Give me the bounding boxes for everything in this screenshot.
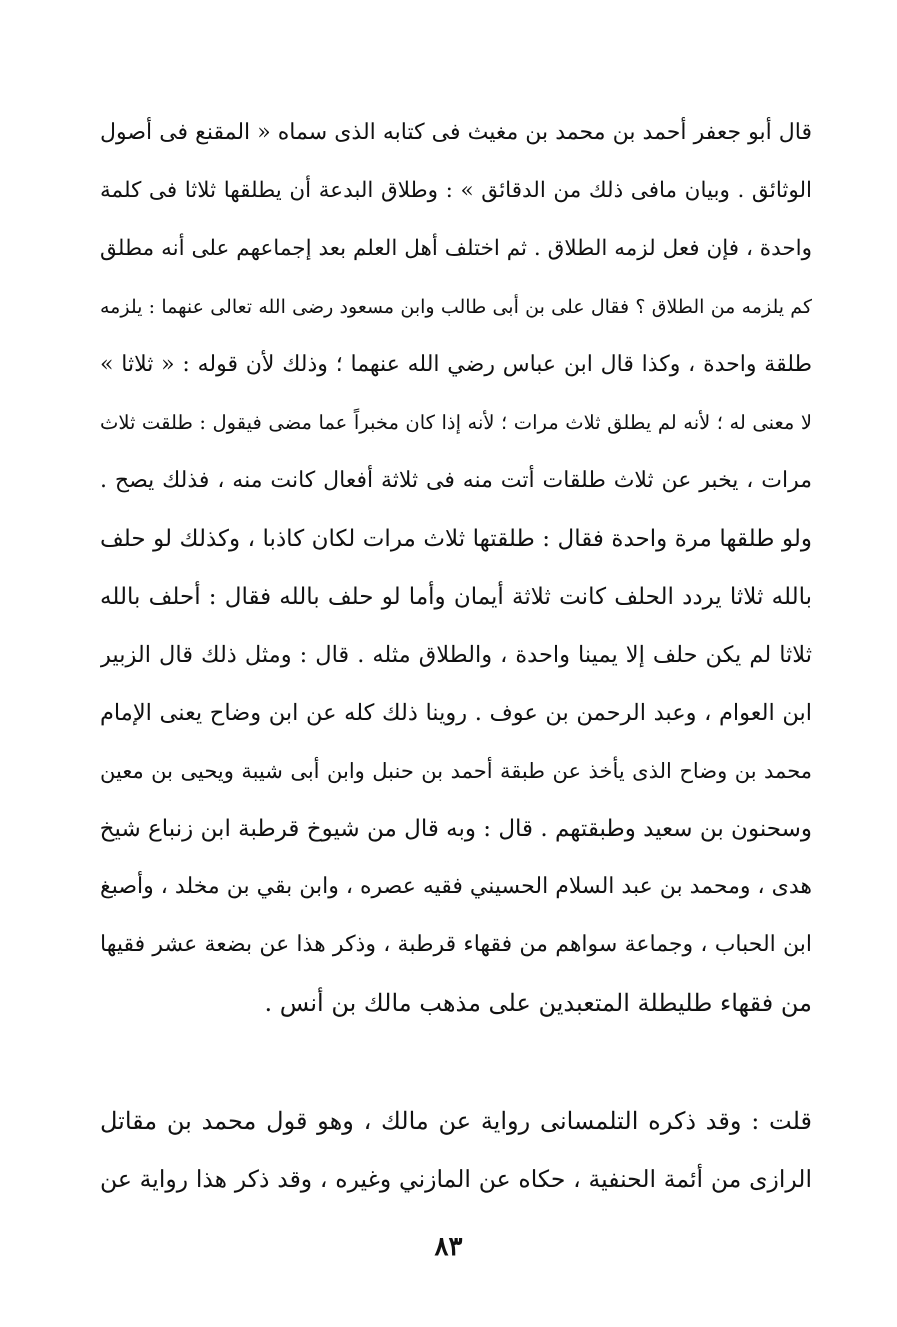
text-line: واحدة ، فإن فعل لزمه الطلاق . ثم اختلف أهل العلم بعد إجماعهم على أنه مطلق: [100, 236, 812, 261]
text-line: وسحنون بن سعيد وطبقتهم . قال : وبه قال من شيوخ قرطبة ابن زنباع شيخ: [100, 816, 812, 842]
text-line: طلقة واحدة ، وكذا قال ابن عباس رضي الله عنهما ؛ وذلك لأن قوله : « ثلاثا »: [100, 352, 812, 377]
text-line: قال أبو جعفر أحمد بن محمد بن مغيث فى كتابه الذى سماه « المقنع فى أصول: [100, 120, 812, 145]
text-line: بالله ثلاثا يردد الحلف كانت ثلاثة أيمان وأما لو حلف بالله فقال : أحلف بالله: [100, 584, 812, 610]
text-line: ثلاثا لم يكن حلف إلا يمينا واحدة ، والطلاق مثله . قال : ومثل ذلك قال الزبير: [100, 642, 812, 668]
text-line: كم يلزمه من الطلاق ؟ فقال على بن أبى طالب وابن مسعود رضى الله تعالى عنهما : يلزمه: [100, 296, 812, 318]
text-line: الرازى من أئمة الحنفية ، حكاه عن المازني وغيره ، وقد ذكر هذا رواية عن: [100, 1165, 812, 1193]
text-line: قلت : وقد ذكره التلمسانى رواية عن مالك ، وهو قول محمد بن مقاتل: [100, 1107, 812, 1135]
paragraph-2: [100, 1092, 812, 1208]
text-line: من فقهاء طليطلة المتعبدين على مذهب مالك بن أنس .: [264, 989, 812, 1017]
text-line: الوثائق . وبيان مافى ذلك من الدقائق » : وطلاق البدعة أن يطلقها ثلاثا فى كلمة: [100, 178, 812, 203]
text-line: ابن العوام ، وعبد الرحمن بن عوف . روينا ذلك كله عن ابن وضاح يعنى الإمام: [100, 700, 812, 726]
text-line: ابن الحباب ، وجماعة سواهم من فقهاء قرطبة ، وذكر هذا عن بضعة عشر فقيها: [100, 932, 812, 957]
text-line: لا معنى له ؛ لأنه لم يطلق ثلاث مرات ؛ لأنه إذا كان مخبراً عما مضى فيقول : طلقت ثلاث: [100, 411, 812, 434]
text-line: هدى ، ومحمد بن عبد السلام الحسيني فقيه عصره ، وابن بقي بن مخلد ، وأصبغ: [100, 874, 812, 899]
text-line: مرات ، يخبر عن ثلاث طلقات أتت منه فى ثلاثة أفعال كانت منه ، فذلك يصح .: [100, 468, 812, 493]
paragraph-1: [100, 104, 812, 1032]
text-line: محمد بن وضاح الذى يأخذ عن طبقة أحمد بن حنبل وابن أبى شيبة ويحيى بن معين: [100, 759, 812, 783]
page-number: ٨٣: [434, 1232, 463, 1262]
text-line: ولو طلقها مرة واحدة فقال : طلقتها ثلاث مرات لكان كاذبا ، وكذلك لو حلف: [100, 526, 812, 552]
